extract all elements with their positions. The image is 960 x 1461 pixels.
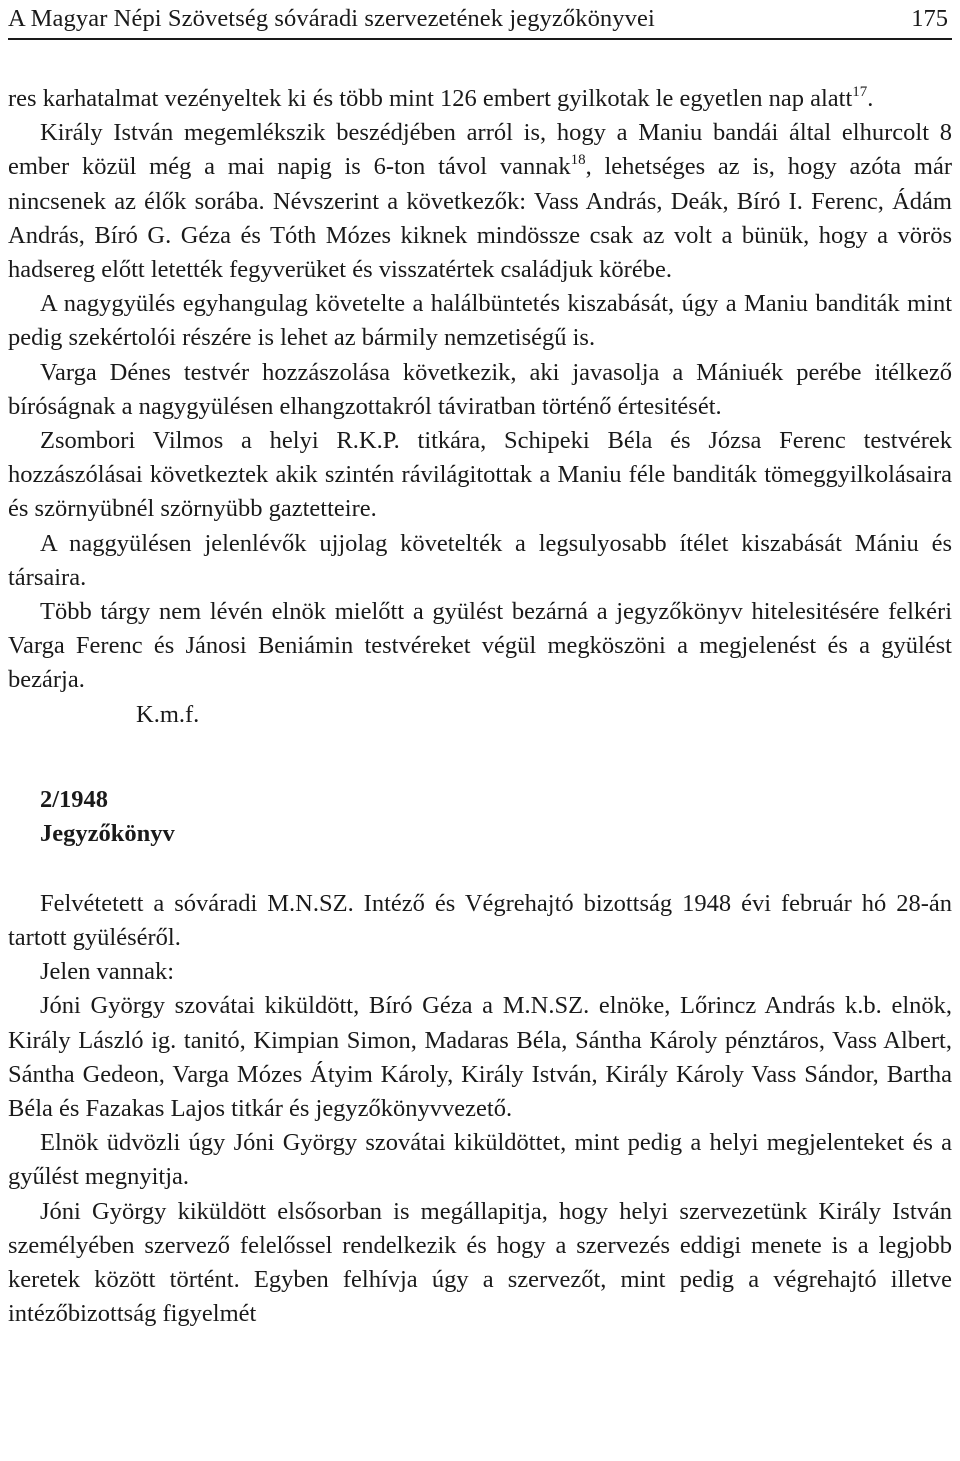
running-header [8,0,952,40]
paragraph-7: Több tárgy nem lévén elnök mielőtt a gyülést bezárná a jegyzőkönyv hitelesitésére felkéri Varga Ferenc és Jánosi Beniámin testvéreket végül megköszöni a megjelenést és a gyülést bezárja. [8,598,952,694]
paragraph-1-end: . [867,85,874,112]
footnote-ref-18: 18 [570,152,586,169]
document-number: 2/1948 [40,785,109,813]
document-body [8,887,952,1332]
document-paragraph-3: Jóni György szovátai kiküldött, Bíró Géza a M.N.SZ. elnöke, Lőrincz András k.b. elnök, Király László ig. tanitó, Kimpian Simon, Madaras Béla, Sántha Károly pénztáros, Vass Albert, Sántha Gedeon, Varga Mózes Átyim Károly, Király István, Király Károly Vass Sándor, Bartha Béla és Fazakas Lajos titkár és jegyzőkönyvvezető. [8,992,952,1123]
paragraph-4: Varga Dénes testvér hozzászolása következik, aki javasolja a Mániuék perébe itélkező bíróságnak a nagygyülésen elhangzottakról táviratban történő értesitését. [8,358,952,420]
paragraph-1 [8,82,952,116]
footnote-ref-17: 17 [852,84,868,100]
paragraph-6: A naggyülésen jelenlévők ujjolag követelték a legsulyosabb ítélet kiszabását Mániu és társaira. [8,529,952,591]
document-heading [8,783,952,851]
document-page [8,0,952,1332]
paragraph-2 [8,116,952,287]
paragraph-1-text: res karhatalmat vezényeltek ki és több mint 126 embert gyilkotak le egyetlen nap alatt [8,85,853,112]
paragraph-3: A nagygyülés egyhangulag követelte a halálbüntetés kiszabását, úgy a Maniu banditák mint pedig szekértolói részére is lehet az bármily nemzetiségű is. [8,290,952,352]
minutes-text [8,82,952,732]
document-paragraph-2: Jelen vannak: [40,958,175,986]
paragraph-2-text: Király István megemlékszik beszédjében arról is, hogy a Maniu bandái által elhurcolt 8 ember közül még a mai napig is 6-ton távol vannak [8,119,952,181]
signoff: K.m.f. [136,700,200,728]
document-paragraph-4: Elnök üdvözli úgy Jóni György szovátai kiküldöttet, mint pedig a helyi megjelenteket és a gyűlést megnyitja. [8,1129,952,1191]
running-header-title: A Magyar Népi Szövetség sóváradi szervezetének jegyzőkönyvei [8,5,655,32]
page-number: 175 [911,5,948,32]
document-paragraph-1: Felvétetett a sóváradi M.N.SZ. Intéző és Végrehajtó bizottság 1948 évi február hó 28-án tartott gyüléséről. [8,889,952,952]
paragraph-5: Zsombori Vilmos a helyi R.K.P. titkára, Schipeki Béla és Józsa Ferenc testvérek hozzászólásai következtek akik szintén rávilágitottak a Maniu féle banditák tömeggyilkolásaira és szörnyübnél szörnyübb gaztetteire. [8,427,952,523]
document-paragraph-5: Jóni György kiküldött elsősorban is megállapitja, hogy helyi szervezetünk Király István személyében szervező felelőssel rendelkezik és hogy a szervezés eddigi menete is a legjobb keretek között történt. Egyben felhívja úgy a szervezőt, mint pedig a végrehajtó illetve intézőbizottság figyelmét [8,1197,952,1328]
document-title: Jegyzőkönyv [40,819,175,847]
paragraph-2-continued: , lehetséges az is, hogy azóta már nincsenek az élők sorába. Névszerint a következők: Vass András, Deák, Bíró I. Ferenc, Ádám András, Bíró G. Géza és Tóth Mózes kiknek mindössze csak az volt a bünük, hogy a vörös hadsereg előtt letették fegyverüket és visszatértek családjuk körébe. [8,153,952,284]
